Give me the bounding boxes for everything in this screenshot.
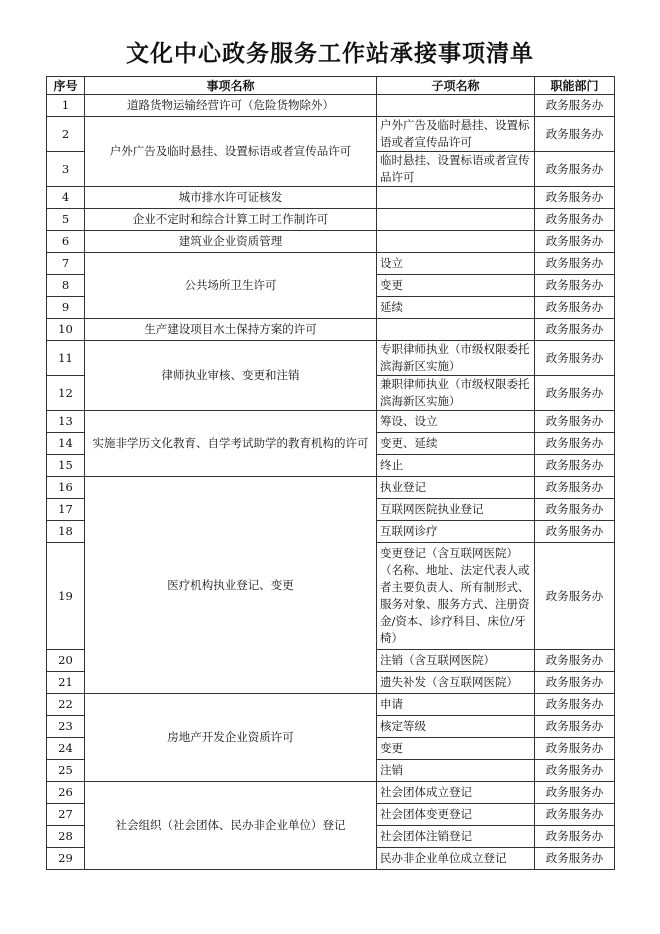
row-no: 4 [47, 187, 85, 209]
dept-name: 政务服务办 [535, 152, 615, 187]
header-dept: 职能部门 [535, 77, 615, 95]
header-sub: 子项名称 [377, 77, 535, 95]
table-row [47, 782, 615, 804]
row-no: 13 [47, 411, 85, 433]
sub-item: 筹设、设立 [377, 411, 535, 433]
dept-name: 政务服务办 [535, 738, 615, 760]
dept-name: 政务服务办 [535, 716, 615, 738]
sub-item [377, 319, 535, 341]
row-no: 8 [47, 275, 85, 297]
dept-name: 政务服务办 [535, 826, 615, 848]
sub-item: 延续 [377, 297, 535, 319]
sub-item: 专职律师执业（市级权限委托滨海新区实施） [377, 341, 535, 376]
row-no: 19 [47, 543, 85, 650]
sub-item: 变更 [377, 738, 535, 760]
dept-name: 政务服务办 [535, 694, 615, 716]
sub-item: 互联网医院执业登记 [377, 499, 535, 521]
header-no: 序号 [47, 77, 85, 95]
row-no: 16 [47, 477, 85, 499]
matter-name: 户外广告及临时悬挂、设置标语或者宣传品许可 [85, 117, 377, 187]
dept-name: 政务服务办 [535, 650, 615, 672]
dept-name: 政务服务办 [535, 117, 615, 152]
matter-name: 社会组织（社会团体、民办非企业单位）登记 [85, 782, 377, 870]
dept-name: 政务服务办 [535, 319, 615, 341]
row-no: 3 [47, 152, 85, 187]
sub-item [377, 209, 535, 231]
table-row [47, 341, 615, 376]
matter-name: 企业不定时和综合计算工时工作制许可 [85, 209, 377, 231]
dept-name: 政务服务办 [535, 341, 615, 376]
sub-item [377, 95, 535, 117]
matter-name: 建筑业企业资质管理 [85, 231, 377, 253]
row-no: 20 [47, 650, 85, 672]
row-no: 2 [47, 117, 85, 152]
sub-item: 社会团体变更登记 [377, 804, 535, 826]
dept-name: 政务服务办 [535, 499, 615, 521]
sub-item: 变更登记（含互联网医院）（名称、地址、法定代表人或者主要负责人、所有制形式、服务对象、服务方式、注册资金/资本、诊疗科目、床位/牙椅） [377, 543, 535, 650]
sub-item: 变更 [377, 275, 535, 297]
table-row [47, 477, 615, 499]
row-no: 23 [47, 716, 85, 738]
sub-item [377, 187, 535, 209]
sub-item: 设立 [377, 253, 535, 275]
sub-item: 临时悬挂、设置标语或者宣传品许可 [377, 152, 535, 187]
row-no: 28 [47, 826, 85, 848]
dept-name: 政务服务办 [535, 543, 615, 650]
dept-name: 政务服务办 [535, 760, 615, 782]
dept-name: 政务服务办 [535, 521, 615, 543]
dept-name: 政务服务办 [535, 376, 615, 411]
sub-item: 社会团体成立登记 [377, 782, 535, 804]
table-row [47, 95, 615, 117]
table-row [47, 117, 615, 152]
sub-item: 注销 [377, 760, 535, 782]
row-no: 18 [47, 521, 85, 543]
dept-name: 政务服务办 [535, 848, 615, 870]
row-no: 12 [47, 376, 85, 411]
dept-name: 政务服务办 [535, 275, 615, 297]
dept-name: 政务服务办 [535, 253, 615, 275]
row-no: 22 [47, 694, 85, 716]
table-row [47, 253, 615, 275]
dept-name: 政务服务办 [535, 411, 615, 433]
sub-item [377, 231, 535, 253]
row-no: 11 [47, 341, 85, 376]
row-no: 1 [47, 95, 85, 117]
table-header-row [47, 77, 615, 95]
row-no: 5 [47, 209, 85, 231]
table-row [47, 319, 615, 341]
row-no: 15 [47, 455, 85, 477]
row-no: 7 [47, 253, 85, 275]
matter-name: 道路货物运输经营许可（危险货物除外） [85, 95, 377, 117]
dept-name: 政务服务办 [535, 477, 615, 499]
dept-name: 政务服务办 [535, 804, 615, 826]
dept-name: 政务服务办 [535, 672, 615, 694]
row-no: 26 [47, 782, 85, 804]
items-table [46, 76, 615, 870]
table-row [47, 209, 615, 231]
sub-item: 核定等级 [377, 716, 535, 738]
dept-name: 政务服务办 [535, 782, 615, 804]
table-row [47, 187, 615, 209]
dept-name: 政务服务办 [535, 231, 615, 253]
table-row [47, 694, 615, 716]
row-no: 9 [47, 297, 85, 319]
matter-name: 实施非学历文化教育、自学考试助学的教育机构的许可 [85, 411, 377, 477]
dept-name: 政务服务办 [535, 297, 615, 319]
sub-item: 注销（含互联网医院） [377, 650, 535, 672]
sub-item: 互联网诊疗 [377, 521, 535, 543]
sub-item: 民办非企业单位成立登记 [377, 848, 535, 870]
sub-item: 变更、延续 [377, 433, 535, 455]
row-no: 17 [47, 499, 85, 521]
row-no: 27 [47, 804, 85, 826]
matter-name: 律师执业审核、变更和注销 [85, 341, 377, 411]
row-no: 6 [47, 231, 85, 253]
sub-item: 社会团体注销登记 [377, 826, 535, 848]
dept-name: 政务服务办 [535, 433, 615, 455]
header-matter: 事项名称 [85, 77, 377, 95]
sub-item: 遗失补发（含互联网医院） [377, 672, 535, 694]
dept-name: 政务服务办 [535, 455, 615, 477]
row-no: 25 [47, 760, 85, 782]
table-row [47, 231, 615, 253]
sub-item: 执业登记 [377, 477, 535, 499]
row-no: 10 [47, 319, 85, 341]
matter-name: 城市排水许可证核发 [85, 187, 377, 209]
dept-name: 政务服务办 [535, 95, 615, 117]
sub-item: 户外广告及临时悬挂、设置标语或者宣传品许可 [377, 117, 535, 152]
matter-name: 生产建设项目水土保持方案的许可 [85, 319, 377, 341]
table-row [47, 411, 615, 433]
matter-name: 房地产开发企业资质许可 [85, 694, 377, 782]
page-title: 文化中心政务服务工作站承接事项清单 [126, 40, 534, 67]
row-no: 29 [47, 848, 85, 870]
row-no: 21 [47, 672, 85, 694]
row-no: 24 [47, 738, 85, 760]
dept-name: 政务服务办 [535, 187, 615, 209]
row-no: 14 [47, 433, 85, 455]
sub-item: 终止 [377, 455, 535, 477]
dept-name: 政务服务办 [535, 209, 615, 231]
sub-item: 兼职律师执业（市级权限委托滨海新区实施） [377, 376, 535, 411]
matter-name: 公共场所卫生许可 [85, 253, 377, 319]
sub-item: 申请 [377, 694, 535, 716]
matter-name: 医疗机构执业登记、变更 [85, 477, 377, 694]
